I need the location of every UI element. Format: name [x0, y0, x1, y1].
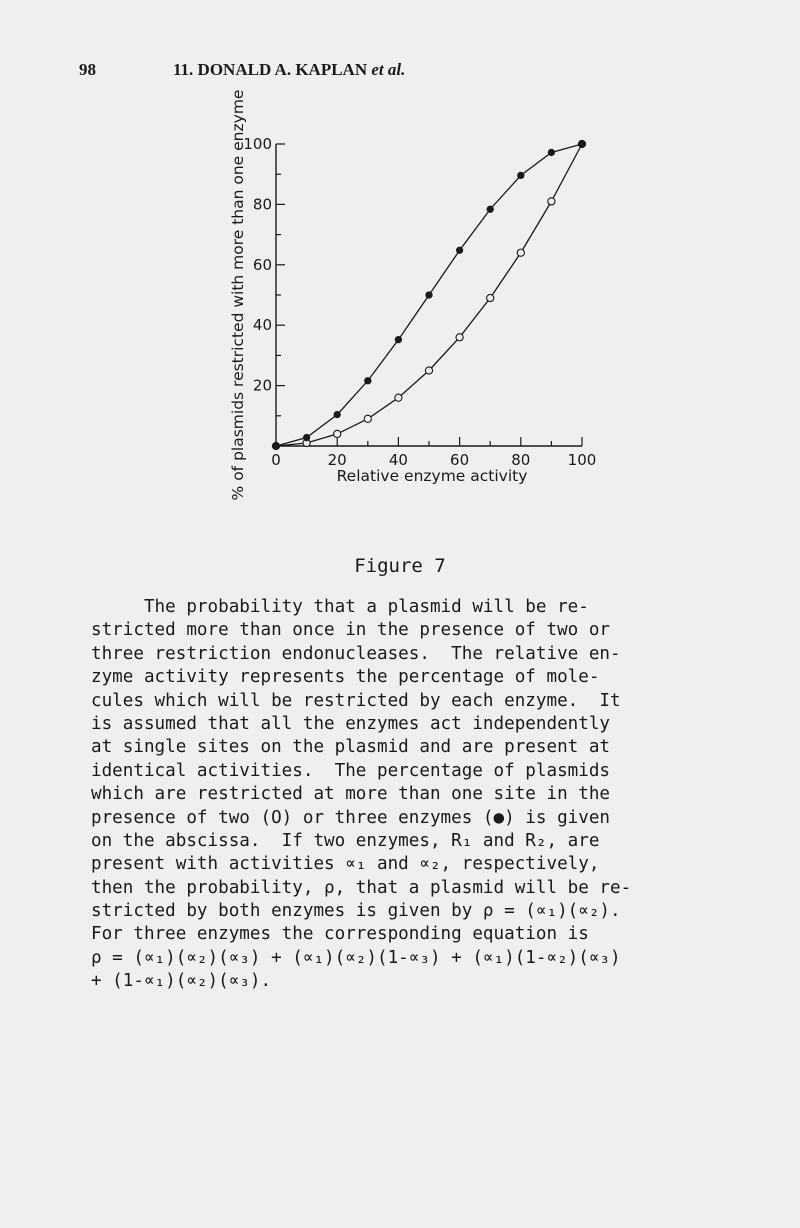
x-axis-label: Relative enzyme activity [336, 467, 528, 485]
caption-line: present with activities ∝₁ and ∝₂, respectively, [91, 854, 600, 875]
open-circle-point [364, 415, 371, 422]
caption-line: stricted by both enzymes is given by ρ = (∝₁)(∝₂). [91, 901, 621, 922]
x-tick-label: 60 [450, 451, 470, 469]
filled-circle-point [457, 247, 463, 253]
open-circle-point [334, 430, 341, 437]
chapter-author: 11. DONALD A. KAPLAN [173, 60, 372, 79]
open-circle-point [456, 334, 463, 341]
y-tick-label: 40 [252, 316, 272, 335]
filled-circle-point [579, 141, 585, 147]
filled-circle-point [487, 206, 493, 212]
y-tick-label: 60 [252, 255, 272, 274]
figure-caption [91, 596, 771, 994]
caption-line: three restriction endonucleases. The relative en- [91, 643, 621, 664]
x-tick-label: 100 [567, 451, 597, 469]
open-circle-point [395, 394, 402, 401]
caption-line: The probability that a plasmid will be re- [91, 597, 589, 617]
caption-line: + (1-∝₁)(∝₂)(∝₃). [91, 971, 272, 992]
caption-line: presence of two (O) or three enzymes (●) is given [91, 807, 611, 828]
caption-line: which are restricted at more than one site in the [91, 784, 611, 805]
filled-circle-point [426, 292, 432, 298]
filled-circle-point [273, 443, 279, 449]
caption-line: identical activities. The percentage of plasmids [91, 760, 611, 781]
open-circle-point [548, 198, 555, 205]
filled-circle-point [365, 378, 371, 384]
filled-circle-point [395, 337, 401, 343]
filled-circle-point [304, 434, 310, 440]
caption-line: at single sites on the plasmid and are present at [91, 737, 611, 758]
caption-line: on the abscissa. If two enzymes, R₁ and R₂, are [91, 830, 600, 851]
filled-circle-point [334, 411, 340, 417]
caption-line: stricted more than once in the presence of two or [91, 620, 611, 641]
filled-circle-point [518, 172, 524, 178]
y-axis-label: % of plasmids restricted with more than one enzyme [229, 89, 247, 500]
x-tick-label: 20 [327, 451, 347, 469]
caption-line: ρ = (∝₁)(∝₂)(∝₃) + (∝₁)(∝₂)(1-∝₃) + (∝₁)(1-∝₂)(∝₃) [91, 947, 621, 968]
caption-line: zyme activity represents the percentage of mole- [91, 667, 600, 688]
caption-line: is assumed that all the enzymes act independently [91, 713, 611, 734]
x-tick-label: 80 [511, 451, 531, 469]
chart-axes [243, 135, 596, 469]
caption-line: For three enzymes the corresponding equation is [91, 924, 589, 945]
open-circle-point [425, 367, 432, 374]
open-circle-point [487, 294, 494, 301]
open-circle-point [517, 249, 524, 256]
page-number: 98 [79, 60, 96, 79]
y-tick-label: 20 [252, 376, 272, 395]
caption-line: cules which will be restricted by each enzyme. It [91, 690, 621, 711]
chapter-author-suffix: et al. [371, 60, 406, 79]
filled-circle-point [548, 149, 554, 155]
y-tick-label: 80 [252, 195, 272, 214]
x-tick-label: 0 [271, 451, 281, 469]
caption-line: then the probability, ρ, that a plasmid will be re- [91, 877, 632, 898]
figure-label: Figure 7 [354, 555, 446, 577]
x-tick-label: 40 [388, 451, 408, 469]
figure-7-chart [0, 0, 800, 500]
y-tick-label: 100 [243, 135, 272, 153]
chart-series [272, 140, 585, 449]
